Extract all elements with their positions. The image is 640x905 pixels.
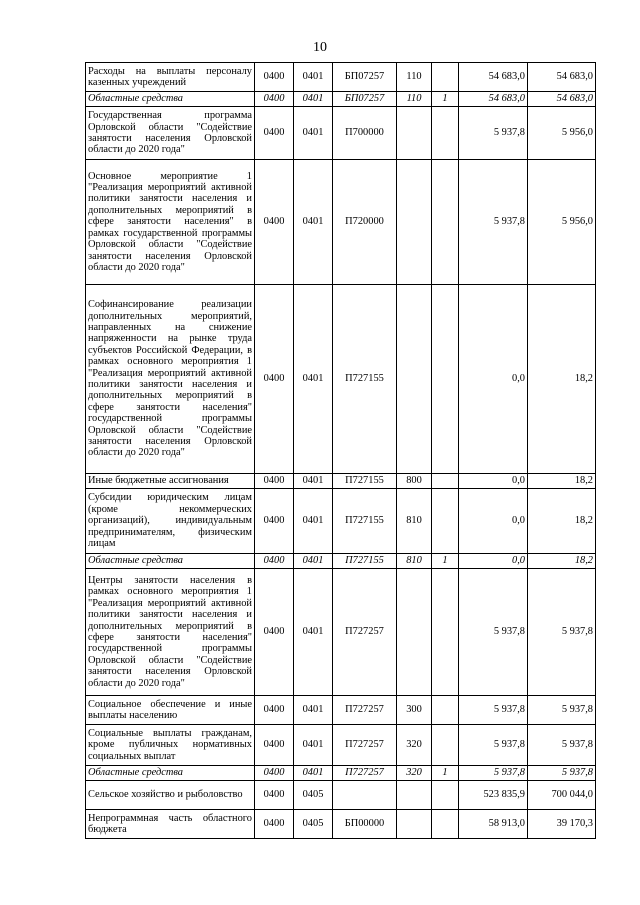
subsection-code-cell: 0401 — [294, 554, 333, 569]
section-code-cell: 0400 — [255, 107, 294, 160]
section-code-cell: 0400 — [255, 766, 294, 781]
amount-year2-cell: 5 937,8 — [528, 569, 596, 696]
amount-year2-cell: 39 170,3 — [528, 810, 596, 839]
target-article-cell: П727257 — [333, 725, 397, 766]
target-article-cell — [333, 781, 397, 810]
amount-year2-cell: 54 683,0 — [528, 92, 596, 107]
row-name-cell: Иные бюджетные ассигнования — [86, 474, 255, 489]
table-row — [86, 92, 596, 107]
expense-type-cell: 810 — [397, 489, 432, 554]
source-cell — [432, 160, 459, 285]
expense-type-cell: 110 — [397, 92, 432, 107]
section-code-cell: 0400 — [255, 63, 294, 92]
amount-year2-cell: 18,2 — [528, 554, 596, 569]
expense-type-cell: 110 — [397, 63, 432, 92]
page-number: 10 — [313, 40, 327, 55]
budget-table — [85, 62, 596, 839]
table-row — [86, 285, 596, 474]
amount-year1-cell: 5 937,8 — [459, 725, 528, 766]
amount-year2-cell: 5 937,8 — [528, 696, 596, 725]
target-article-cell: П700000 — [333, 107, 397, 160]
source-cell: 1 — [432, 92, 459, 107]
source-cell — [432, 489, 459, 554]
amount-year2-cell: 54 683,0 — [528, 63, 596, 92]
amount-year1-cell: 523 835,9 — [459, 781, 528, 810]
table-row — [86, 781, 596, 810]
expense-type-cell: 320 — [397, 725, 432, 766]
expense-type-cell: 800 — [397, 474, 432, 489]
target-article-cell: БП07257 — [333, 92, 397, 107]
subsection-code-cell: 0401 — [294, 107, 333, 160]
subsection-code-cell: 0401 — [294, 285, 333, 474]
table-row — [86, 489, 596, 554]
source-cell — [432, 781, 459, 810]
table-row — [86, 160, 596, 285]
row-name-cell: Областные средства — [86, 92, 255, 107]
target-article-cell: П727257 — [333, 696, 397, 725]
section-code-cell: 0400 — [255, 810, 294, 839]
section-code-cell: 0400 — [255, 489, 294, 554]
subsection-code-cell: 0401 — [294, 92, 333, 107]
expense-type-cell — [397, 107, 432, 160]
expense-type-cell — [397, 285, 432, 474]
row-name-cell: Государственная программа Орловской области "Содействие занятости населения Орловской области до 2020 года" — [86, 107, 255, 160]
section-code-cell: 0400 — [255, 725, 294, 766]
target-article-cell: П727155 — [333, 474, 397, 489]
amount-year1-cell: 54 683,0 — [459, 92, 528, 107]
table-row — [86, 63, 596, 92]
expense-type-cell — [397, 781, 432, 810]
source-cell — [432, 474, 459, 489]
source-cell — [432, 810, 459, 839]
table-row — [86, 696, 596, 725]
amount-year2-cell: 18,2 — [528, 489, 596, 554]
target-article-cell: П727257 — [333, 766, 397, 781]
source-cell — [432, 725, 459, 766]
amount-year1-cell: 0,0 — [459, 474, 528, 489]
table-row — [86, 474, 596, 489]
amount-year1-cell: 5 937,8 — [459, 696, 528, 725]
subsection-code-cell: 0405 — [294, 810, 333, 839]
amount-year1-cell: 0,0 — [459, 285, 528, 474]
table-row — [86, 766, 596, 781]
amount-year2-cell: 5 937,8 — [528, 725, 596, 766]
amount-year2-cell: 5 956,0 — [528, 160, 596, 285]
row-name-cell: Сельское хозяйство и рыболовство — [86, 781, 255, 810]
amount-year1-cell: 5 937,8 — [459, 160, 528, 285]
amount-year1-cell: 54 683,0 — [459, 63, 528, 92]
table-row — [86, 554, 596, 569]
subsection-code-cell: 0401 — [294, 696, 333, 725]
section-code-cell: 0400 — [255, 696, 294, 725]
amount-year1-cell: 58 913,0 — [459, 810, 528, 839]
source-cell — [432, 107, 459, 160]
amount-year2-cell: 18,2 — [528, 474, 596, 489]
subsection-code-cell: 0401 — [294, 474, 333, 489]
source-cell — [432, 696, 459, 725]
row-name-cell: Основное мероприятие 1 "Реализация мероприятий активной политики занятости населения и дополнительных мероприятий в сфере занятости населения" в рамках государственной программы Орловской области "Содействие занятости населения Орловской области до 2020 года" — [86, 160, 255, 285]
subsection-code-cell: 0401 — [294, 766, 333, 781]
subsection-code-cell: 0401 — [294, 569, 333, 696]
table-row — [86, 107, 596, 160]
row-name-cell: Софинансирование реализации дополнительных мероприятий, направленных на снижение напряженности на рынке труда субъектов Российской Федерации, в рамках основного мероприятия 1 "Реализация мероприятий активной политики занятости населения и дополнительных мероприятий в сфере занятости населения" государственной программы Орловской области "Содействие занятости населения Орловской области до 2020 года" — [86, 285, 255, 474]
subsection-code-cell: 0401 — [294, 489, 333, 554]
table-row — [86, 725, 596, 766]
section-code-cell: 0400 — [255, 474, 294, 489]
target-article-cell: БП07257 — [333, 63, 397, 92]
source-cell — [432, 569, 459, 696]
section-code-cell: 0400 — [255, 569, 294, 696]
subsection-code-cell: 0401 — [294, 63, 333, 92]
expense-type-cell — [397, 569, 432, 696]
amount-year1-cell: 5 937,8 — [459, 766, 528, 781]
target-article-cell: П727155 — [333, 285, 397, 474]
amount-year1-cell: 5 937,8 — [459, 107, 528, 160]
section-code-cell: 0400 — [255, 781, 294, 810]
expense-type-cell — [397, 160, 432, 285]
section-code-cell: 0400 — [255, 554, 294, 569]
expense-type-cell: 320 — [397, 766, 432, 781]
amount-year1-cell: 0,0 — [459, 489, 528, 554]
row-name-cell: Расходы на выплаты персоналу казенных учреждений — [86, 63, 255, 92]
source-cell — [432, 285, 459, 474]
amount-year2-cell: 5 956,0 — [528, 107, 596, 160]
amount-year1-cell: 0,0 — [459, 554, 528, 569]
row-name-cell: Субсидии юридическим лицам (кроме некоммерческих организаций), индивидуальным предпринимателям, физическим лицам — [86, 489, 255, 554]
source-cell — [432, 63, 459, 92]
table-row — [86, 569, 596, 696]
expense-type-cell: 810 — [397, 554, 432, 569]
amount-year1-cell: 5 937,8 — [459, 569, 528, 696]
row-name-cell: Социальное обеспечение и иные выплаты населению — [86, 696, 255, 725]
expense-type-cell — [397, 810, 432, 839]
row-name-cell: Областные средства — [86, 554, 255, 569]
subsection-code-cell: 0401 — [294, 725, 333, 766]
target-article-cell: БП00000 — [333, 810, 397, 839]
target-article-cell: П720000 — [333, 160, 397, 285]
expense-type-cell: 300 — [397, 696, 432, 725]
row-name-cell: Центры занятости населения в рамках основного мероприятия 1 "Реализация мероприятий активной политики занятости населения и дополнительных мероприятий в сфере занятости населения" государственной программы Орловской области "Содействие занятости населения Орловской области до 2020 года" — [86, 569, 255, 696]
amount-year2-cell: 18,2 — [528, 285, 596, 474]
source-cell: 1 — [432, 766, 459, 781]
section-code-cell: 0400 — [255, 285, 294, 474]
table-row — [86, 810, 596, 839]
section-code-cell: 0400 — [255, 92, 294, 107]
amount-year2-cell: 5 937,8 — [528, 766, 596, 781]
subsection-code-cell: 0401 — [294, 160, 333, 285]
target-article-cell: П727155 — [333, 489, 397, 554]
row-name-cell: Социальные выплаты гражданам, кроме публичных нормативных социальных выплат — [86, 725, 255, 766]
target-article-cell: П727155 — [333, 554, 397, 569]
budget-table-body — [86, 63, 596, 839]
subsection-code-cell: 0405 — [294, 781, 333, 810]
row-name-cell: Непрограммная часть областного бюджета — [86, 810, 255, 839]
section-code-cell: 0400 — [255, 160, 294, 285]
source-cell: 1 — [432, 554, 459, 569]
target-article-cell: П727257 — [333, 569, 397, 696]
row-name-cell: Областные средства — [86, 766, 255, 781]
amount-year2-cell: 700 044,0 — [528, 781, 596, 810]
